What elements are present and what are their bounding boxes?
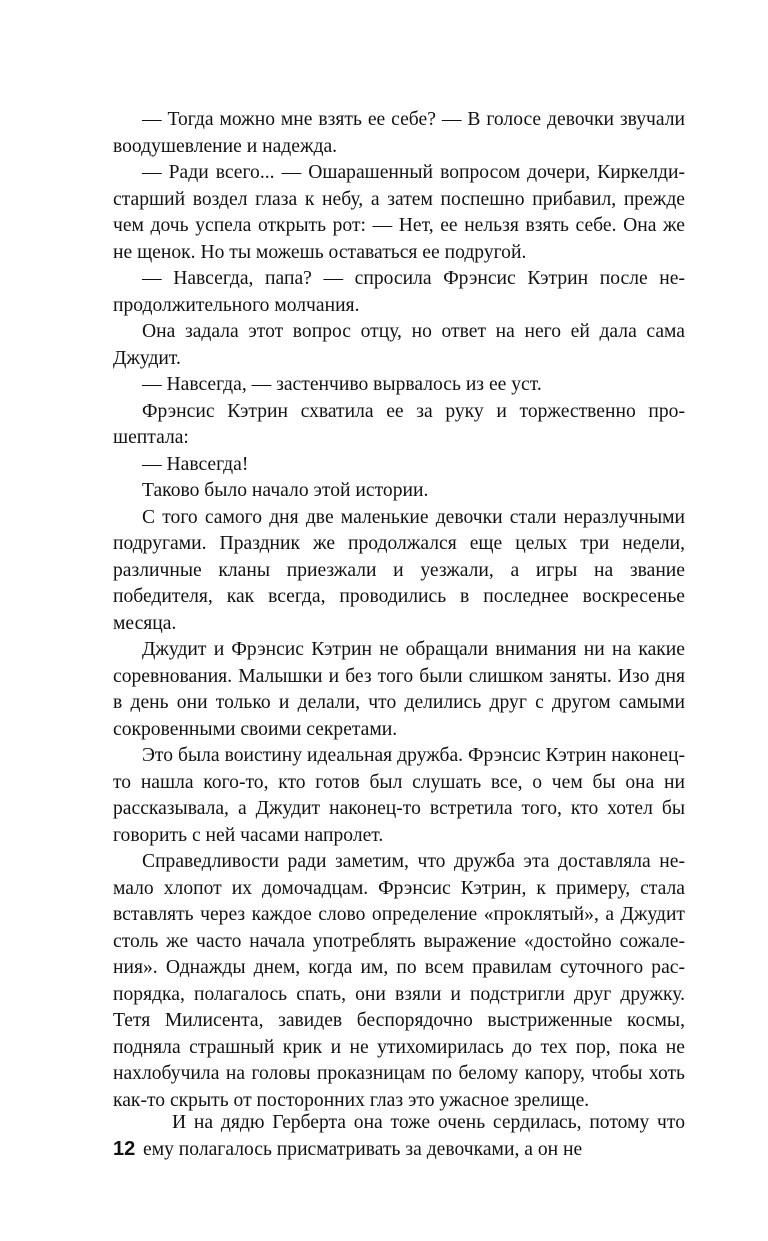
paragraph: Она задала этот вопрос отцу, но ответ на него ей дала сама Джудит. (113, 321, 685, 369)
paragraph: Фрэнсис Кэтрин схватила ее за руку и торжественно прошептала: (113, 400, 685, 448)
body-text (113, 107, 685, 1114)
paragraph: Это была воистину идеальная дружба. Фрэнсис Кэтрин наконец-то нашла кого-то, кто готов был слушать все, о чем бы она ни рассказывала, а Джудит наконец-то встретила того, кто хотел бы говорить с ней часами напролет. (113, 745, 685, 846)
paragraph: Справедливости ради заметим, что дружба эта доставляла немало хлопот их домочадцам. Фрэнсис Кэтрин, к примеру, стала вставлять через каждое слово определение «проклятый», а Джудит столь же часто начала употреблять выражение «достойно сожаления». Однажды днем, когда им, по всем правилам суточного распорядка, полагалось спать, они взяли и подстригли друг дружку. Тетя Милисента, завидев беспорядочно выстриженные космы, подняла страшный крик и не утихомирилась до тех пор, пока не нахлобучила на головы проказницам по белому капору, чтобы хоть как-то скрыть от посторонних глаз это ужасное зрелище. (113, 851, 685, 1111)
page-number: 12 (113, 1138, 136, 1160)
paragraph: — Ради всего... — Ошарашенный вопросом дочери, Киркелди-старший воздел глаза к небу, а затем поспешно прибавил, прежде чем дочь успела открыть рот: — Нет, ее нельзя взять себе. Она же не щенок. Но ты можешь оставаться ее подругой. (113, 162, 685, 263)
paragraph: И на дядю Герберта она тоже очень сердилась, потому что ему полагалось присматривать за девочками, а он не (143, 1112, 685, 1160)
continued-paragraph (143, 1110, 685, 1163)
paragraph: — Навсегда! (142, 453, 249, 475)
paragraph: — Навсегда, — застенчиво вырвалось из ее уст. (142, 374, 542, 395)
paragraph: — Навсегда, папа? — спросила Фрэнсис Кэтрин после непродолжительного молчания. (113, 268, 685, 316)
paragraph: Таково было начало этой истории. (142, 480, 429, 501)
paragraph: — Тогда можно мне взять ее себе? — В голосе девочки звучали воодушевление и надежда. (113, 109, 685, 157)
paragraph: С того самого дня две маленькие девочки стали неразлучными подругами. Праздник же продолжался еще целых три недели, различные кланы приезжали и уезжали, а игры на звание победителя, как всегда, проводились в последнее воскресенье месяца. (113, 506, 685, 634)
paragraph: Джудит и Фрэнсис Кэтрин не обращали внимания ни на какие соревнования. Малышки и без того были слишком заняты. Изо дня в день они только и делали, что делились друг с другом самыми сокровенными своими секретами. (113, 639, 685, 740)
